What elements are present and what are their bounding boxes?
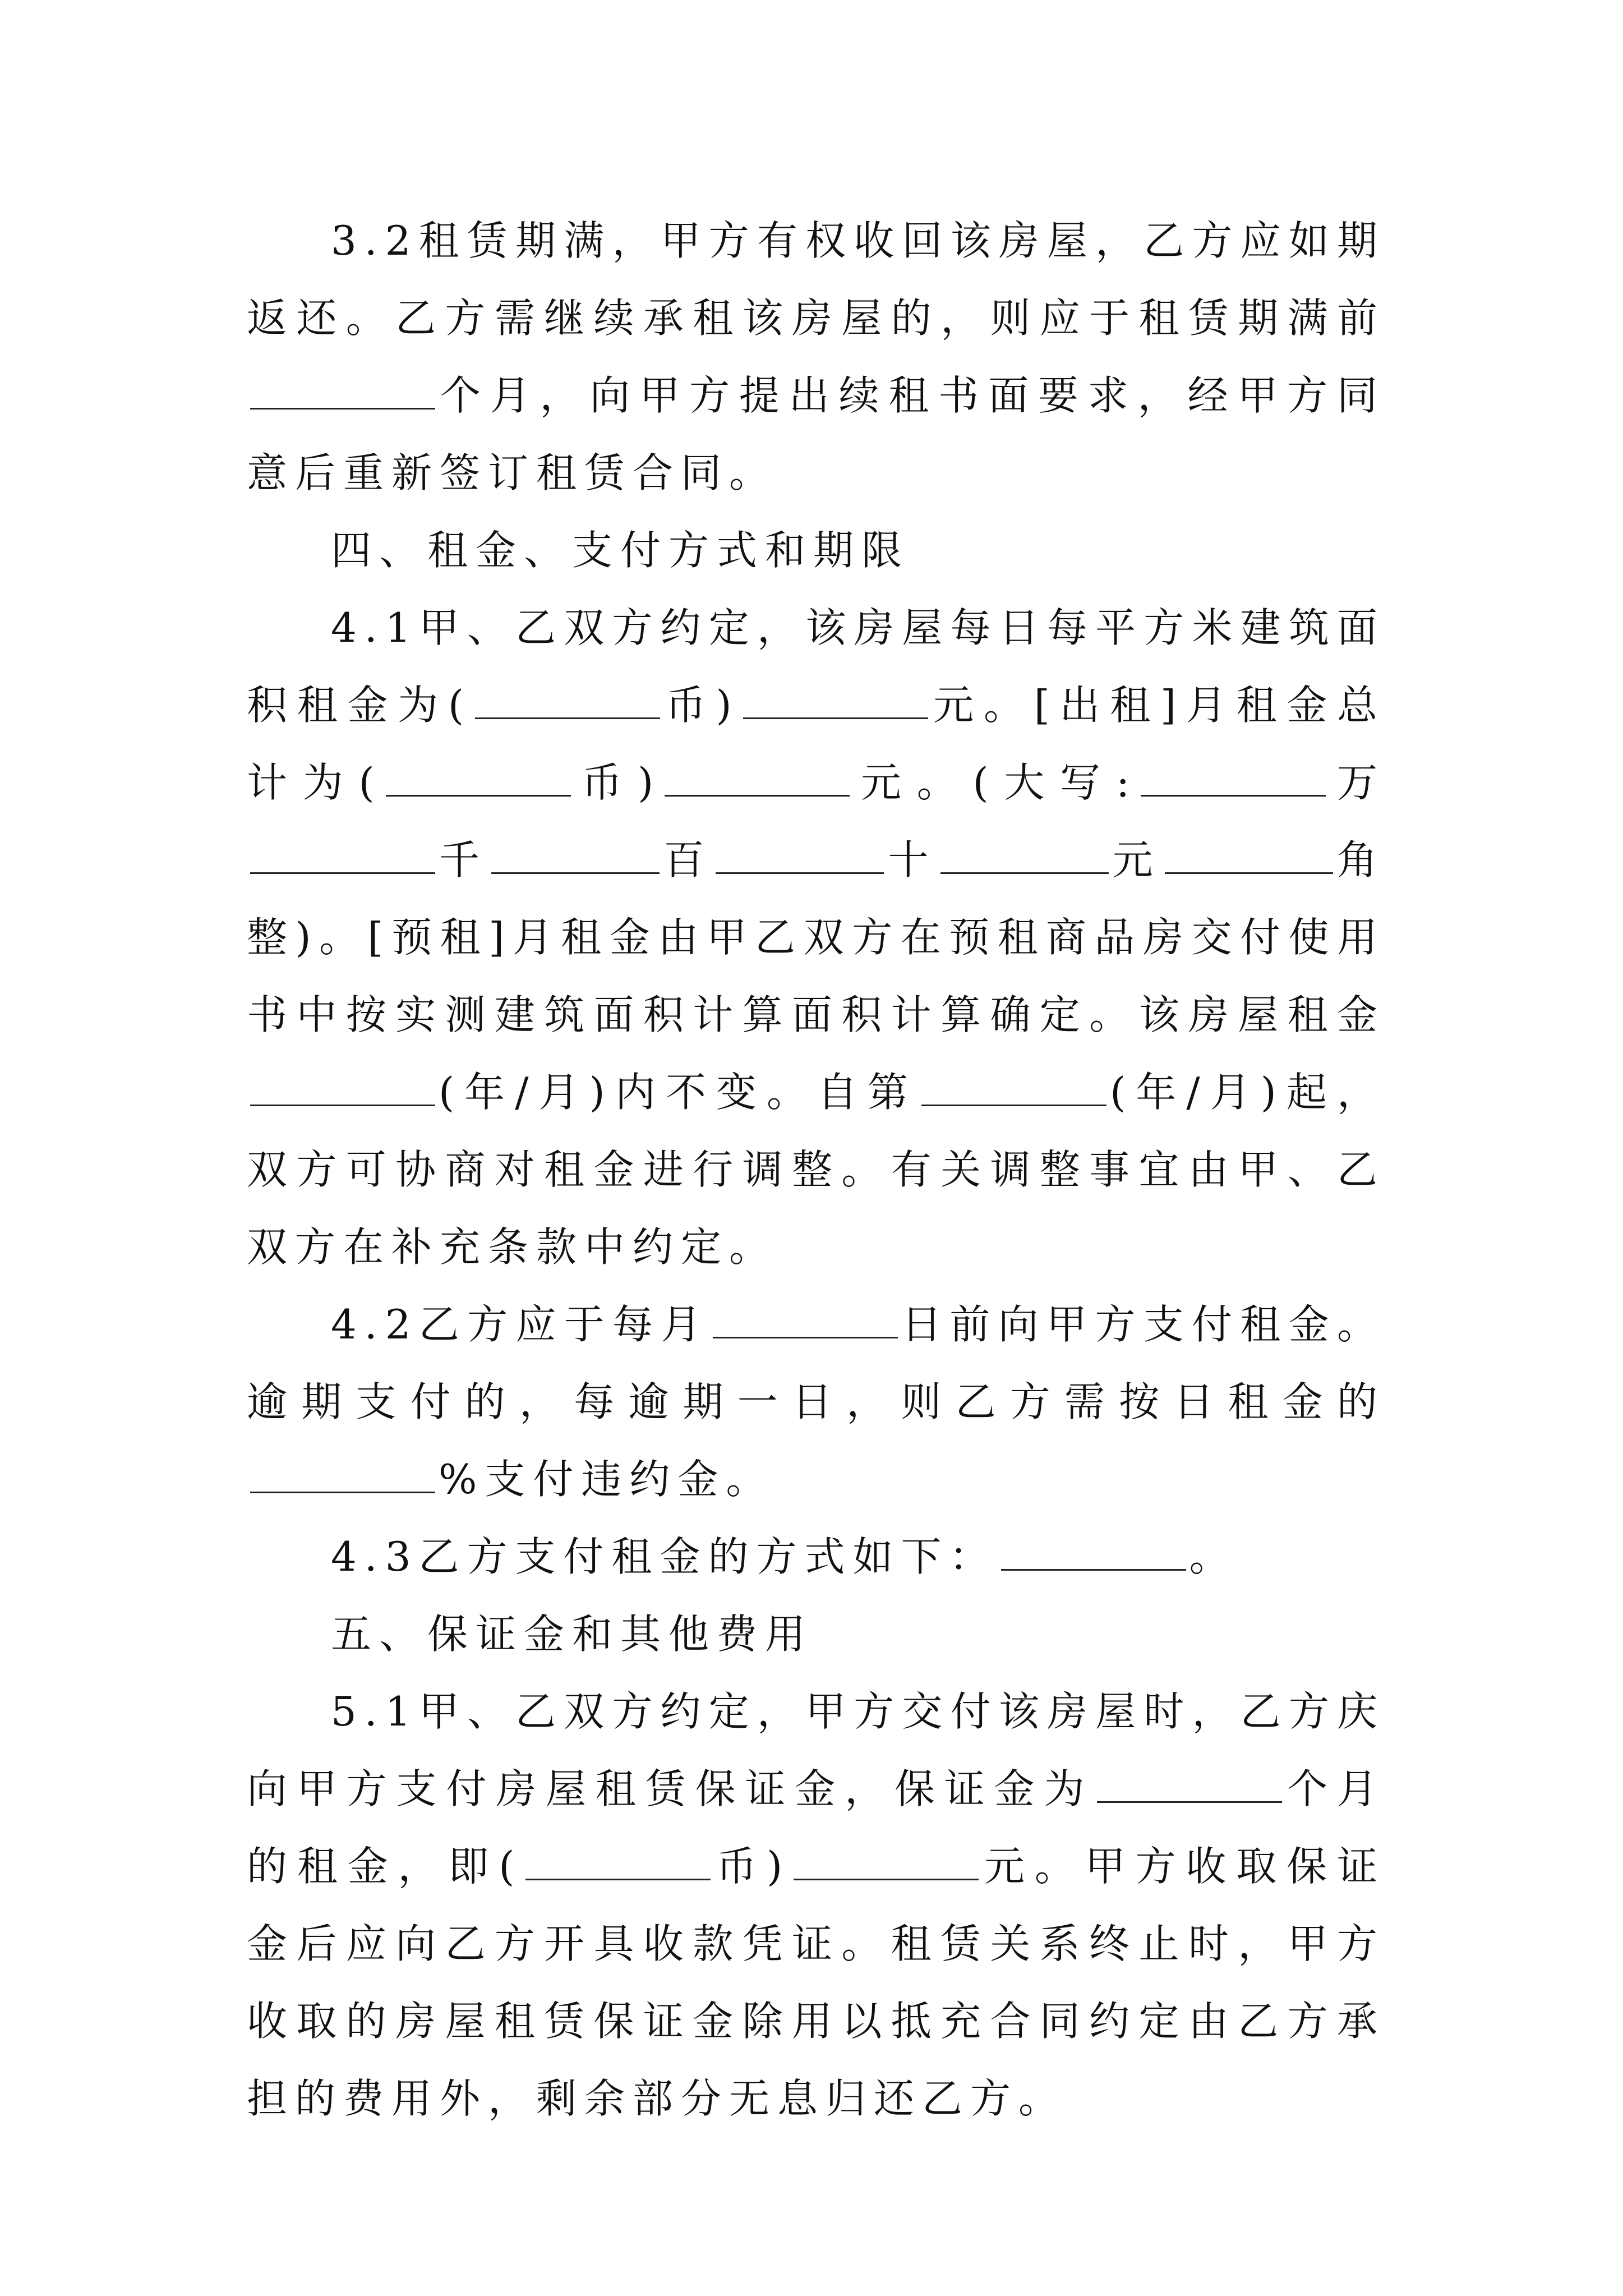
clause-3-2-text-a: 3.2租赁期满，甲方有权收回该房屋，乙方应如期返还。乙方需继续承租该房屋的，则应于租赁期满前 bbox=[247, 217, 1385, 342]
clause-4-1-text-g: 千 bbox=[439, 836, 488, 884]
blank-field[interactable] bbox=[250, 872, 435, 874]
clause-4-2 bbox=[247, 1286, 1385, 1518]
clause-4-2-text-c: %支付违约金。 bbox=[439, 1456, 774, 1503]
blank-field[interactable] bbox=[1165, 872, 1333, 874]
clause-4-1-text-d: 币) bbox=[574, 759, 662, 806]
clause-4-1-text-j: 元 bbox=[1112, 836, 1161, 884]
clause-5-1-text-c: 币) bbox=[714, 1843, 791, 1890]
clause-5-1 bbox=[247, 1673, 1385, 2137]
clause-4-1-text-f: 万 bbox=[1329, 759, 1385, 806]
blank-field[interactable] bbox=[713, 1336, 898, 1338]
blank-field[interactable] bbox=[921, 1104, 1106, 1106]
clause-4-1-text-c: 元。[出租]月租金总计为( bbox=[247, 682, 1385, 806]
blank-field[interactable] bbox=[525, 1878, 711, 1880]
clause-4-1-text-k: 角整)。[预租]月租金由甲乙双方在预租商品房交付使用书中按实测建筑面积计算面积计算确定。该房屋租金 bbox=[247, 836, 1385, 1038]
clause-4-1-text-a: 4.1甲、乙双方约定，该房屋每日每平方米建筑面积租金为( bbox=[247, 604, 1385, 729]
section-heading-4: 四、租金、支付方式和期限 bbox=[331, 527, 910, 574]
blank-field[interactable] bbox=[1001, 1568, 1186, 1571]
blank-field[interactable] bbox=[491, 872, 660, 874]
blank-field[interactable] bbox=[716, 872, 884, 874]
clause-5-1-text-b: 个月的租金，即( bbox=[247, 1765, 1385, 1890]
clause-4-1-text-b: 币) bbox=[663, 682, 740, 729]
clause-4-3 bbox=[247, 1518, 1385, 1595]
blank-field[interactable] bbox=[940, 872, 1109, 874]
blank-field[interactable] bbox=[386, 794, 571, 797]
clause-3-2 bbox=[247, 202, 1385, 512]
blank-field[interactable] bbox=[665, 794, 850, 797]
blank-field[interactable] bbox=[1141, 794, 1326, 797]
clause-3-2-text-b: 个月，向甲方提出续租书面要求，经甲方同意后重新签订租赁合同。 bbox=[247, 372, 1385, 496]
clause-4-3-text-a: 4.3乙方支付租金的方式如下： bbox=[331, 1533, 998, 1580]
document-body bbox=[247, 202, 1385, 2137]
blank-field[interactable] bbox=[794, 1878, 979, 1880]
section-heading-5: 五、保证金和其他费用 bbox=[331, 1611, 814, 1658]
clause-4-2-text-a: 4.2乙方应于每月 bbox=[331, 1301, 709, 1348]
blank-field[interactable] bbox=[250, 407, 435, 409]
clause-4-1-text-e: 元。(大写: bbox=[853, 759, 1138, 806]
clause-4-1-text-i: 十 bbox=[887, 836, 937, 884]
clause-4-1-text-h: 百 bbox=[663, 836, 713, 884]
clause-4-1-text-m: (年/月)起，双方可协商对租金进行调整。有关调整事宜由甲、乙双方在补充条款中约定。 bbox=[247, 1069, 1385, 1271]
clause-5-1-text-a: 5.1甲、乙双方约定，甲方交付该房屋时，乙方庆向甲方支付房屋租赁保证金，保证金为 bbox=[247, 1688, 1385, 1812]
clause-5-1-text-d: 元。甲方收取保证金后应向乙方开具收款凭证。租赁关系终止时，甲方收取的房屋租赁保证金除用以抵充合同约定由乙方承担的费用外，剩余部分无息归还乙方。 bbox=[247, 1843, 1385, 2122]
blank-field[interactable] bbox=[250, 1491, 435, 1493]
clause-4-1-text-l: (年/月)内不变。自第 bbox=[439, 1069, 919, 1116]
blank-field[interactable] bbox=[475, 717, 660, 719]
blank-field[interactable] bbox=[250, 1104, 435, 1106]
clause-4-1 bbox=[247, 589, 1385, 1286]
blank-field[interactable] bbox=[743, 717, 928, 719]
blank-field[interactable] bbox=[1097, 1801, 1282, 1803]
clause-4-2-text-b: 日前向甲方支付租金。逾期支付的，每逾期一日，则乙方需按日租金的 bbox=[247, 1301, 1385, 1425]
clause-4-3-text-b: 。 bbox=[1189, 1533, 1238, 1580]
